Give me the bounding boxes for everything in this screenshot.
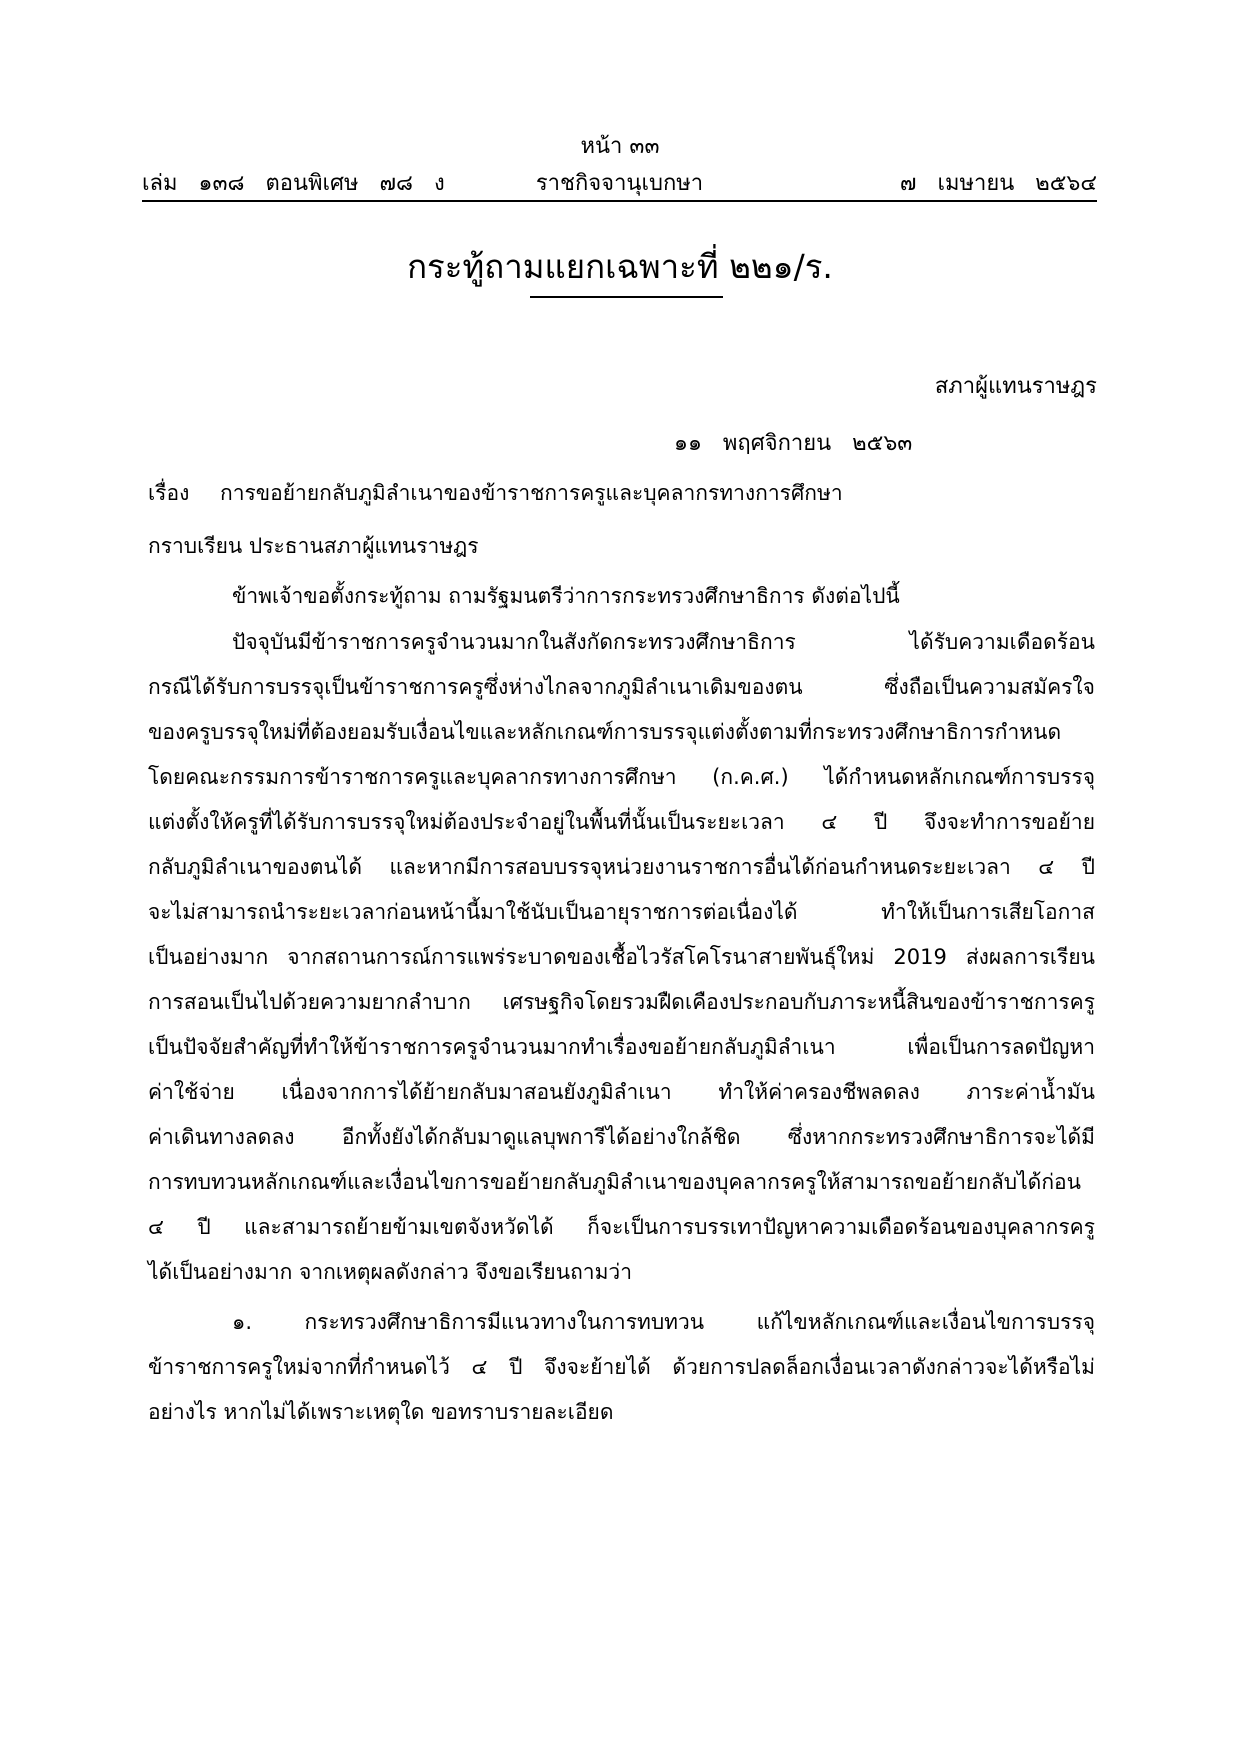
page-number: หน้า ๓๓: [580, 134, 660, 159]
body-line: การสอนเป็นไปด้วยความยากลำบาก เศรษฐกิจโดยรวมฝืดเคืองประกอบกับภาระหนี้สินของข้าราชการครู: [148, 990, 1095, 1014]
gazette-header: [142, 165, 1097, 195]
header-divider: [142, 200, 1097, 202]
publication-name: ราชกิจจานุเบกษา: [535, 171, 704, 196]
question-line: ๑. กระทรวงศึกษาธิการมีแนวทางในการทบทวน แก้ไขหลักเกณฑ์และเงื่อนไขการบรรจุ: [232, 1310, 1095, 1334]
volume-info: เล่ม ๑๓๘ ตอนพิเศษ ๗๘ ง: [142, 171, 445, 196]
body-line: จะไม่สามารถนำระยะเวลาก่อนหน้านี้มาใช้นับเป็นอายุราชการต่อเนื่องได้ ทำให้เป็นการเสียโอกาส: [148, 900, 1095, 924]
body-line-last: ได้เป็นอย่างมาก จากเหตุผลดังกล่าว จึงขอเรียนถามว่า: [148, 1260, 633, 1284]
subject-line: [148, 477, 843, 510]
body-line: เป็นอย่างมาก จากสถานการณ์การแพร่ระบาดของเชื้อไวรัสโคโรนาสายพันธุ์ใหม่ 2019 ส่งผลการเรียน: [148, 945, 1095, 969]
body-line: เป็นปัจจัยสำคัญที่ทำให้ข้าราชการครูจำนวนมากทำเรื่องขอย้ายกลับภูมิลำเนา เพื่อเป็นการลดปัญหา: [148, 1035, 1095, 1059]
question-line: ข้าราชการครูใหม่จากที่กำหนดไว้ ๔ ปี จึงจะย้ายได้ ด้วยการปลดล็อกเงื่อนเวลาดังกล่าวจะได้หรือไม่: [148, 1355, 1095, 1379]
title-divider: [530, 296, 723, 298]
document-title: กระทู้ถามแยกเฉพาะที่ ๒๒๑/ร.: [407, 247, 833, 286]
body-line: แต่งตั้งให้ครูที่ได้รับการบรรจุใหม่ต้องประจำอยู่ในพื้นที่นั้นเป็นระยะเวลา ๔ ปี จึงจะทำการขอย้าย: [148, 810, 1095, 834]
recipient-organization: สภาผู้แทนราษฎร: [934, 374, 1097, 399]
letter-date: ๑๑ พฤศจิกายน ๒๕๖๓: [674, 431, 913, 456]
question-line-last: อย่างไร หากไม่ได้เพราะเหตุใด ขอทราบรายละเอียด: [148, 1400, 614, 1424]
body-line: ของครูบรรจุใหม่ที่ต้องยอมรับเงื่อนไขและหลักเกณฑ์การบรรจุแต่งตั้งตามที่กระทรวงศึกษาธิการกำหนด: [148, 720, 1062, 744]
body-line: ๔ ปี และสามารถย้ายข้ามเขตจังหวัดได้ ก็จะเป็นการบรรเทาปัญหาความเดือดร้อนของบุคลากรครู: [148, 1215, 1095, 1239]
salutation: กราบเรียน ประธานสภาผู้แทนราษฎร: [148, 534, 479, 558]
body-line: ค่าเดินทางลดลง อีกทั้งยังได้กลับมาดูแลบุพการีได้อย่างใกล้ชิด ซึ่งหากกระทรวงศึกษาธิการจะได้มี: [148, 1125, 1095, 1149]
body-line: ค่าใช้จ่าย เนื่องจากการได้ย้ายกลับมาสอนยังภูมิลำเนา ทำให้ค่าครองชีพลดลง ภาระค่าน้ำมัน: [148, 1080, 1095, 1104]
body-line: กลับภูมิลำเนาของตนได้ และหากมีการสอบบรรจุหน่วยงานราชการอื่นได้ก่อนกำหนดระยะเวลา ๔ ปี: [148, 855, 1095, 879]
body-line: การทบทวนหลักเกณฑ์และเงื่อนไขการขอย้ายกลับภูมิลำเนาของบุคลากรครูให้สามารถขอย้ายกลับได้ก่อน: [148, 1170, 1082, 1194]
opening-statement: ข้าพเจ้าขอตั้งกระทู้ถาม ถามรัฐมนตรีว่าการกระทรวงศึกษาธิการ ดังต่อไปนี้: [232, 584, 900, 608]
body-line: กรณีได้รับการบรรจุเป็นข้าราชการครูซึ่งห่างไกลจากภูมิลำเนาเดิมของตน ซึ่งถือเป็นความสมัครใจ: [148, 675, 1095, 699]
body-line: โดยคณะกรรมการข้าราชการครูและบุคลากรทางการศึกษา (ก.ค.ศ.) ได้กำหนดหลักเกณฑ์การบรรจุ: [148, 765, 1095, 789]
body-line: ปัจจุบันมีข้าราชการครูจำนวนมากในสังกัดกระทรวงศึกษาธิการ ได้รับความเดือดร้อน: [232, 630, 1095, 654]
subject-label: เรื่อง: [148, 481, 190, 505]
publication-date: ๗ เมษายน ๒๕๖๔: [899, 171, 1097, 196]
subject-text: การขอย้ายกลับภูมิลำเนาของข้าราชการครูและบุคลากรทางการศึกษา: [220, 481, 843, 505]
